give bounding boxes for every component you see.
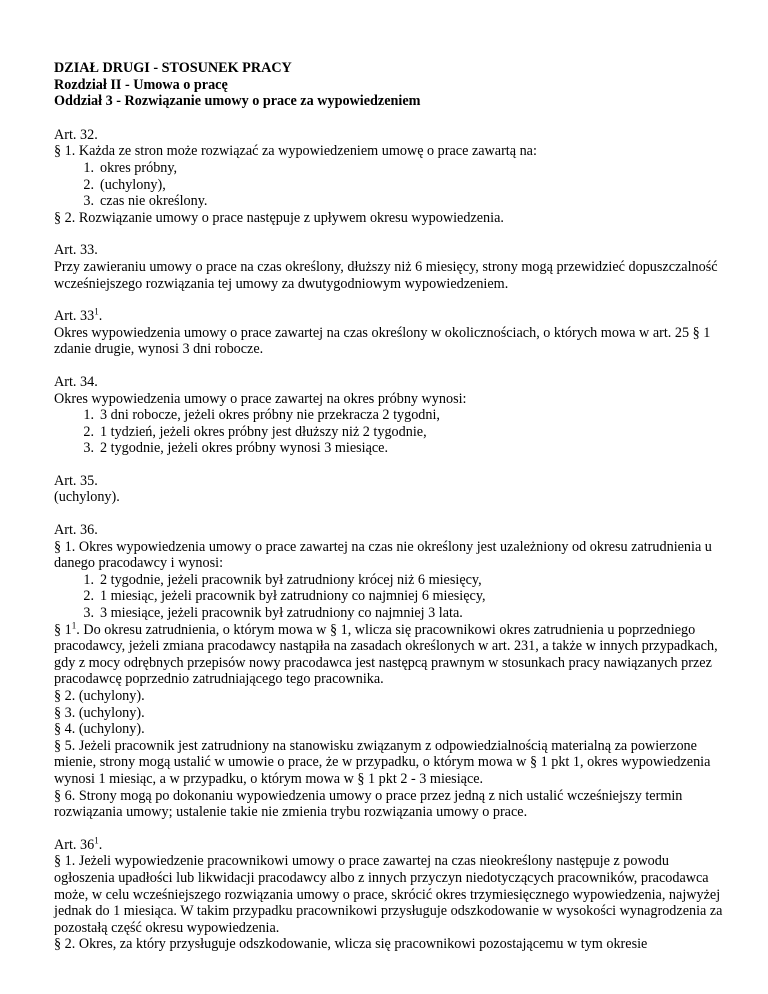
paragraph: Okres wypowiedzenia umowy o prace zawartej na okres próbny wynosi: xyxy=(54,390,467,407)
paragraph: § 2. Okres, za który przysługuje odszkodowanie, wlicza się pracownikowi pozostającemu w tym okresie xyxy=(54,936,648,953)
article-title: Art. 35. xyxy=(54,472,98,489)
article-title: Art. 32. xyxy=(54,126,98,143)
chapter-heading: Rozdział II - Umowa o pracę xyxy=(54,76,228,93)
paragraph: § 6. Strony mogą po dokonaniu wypowiedzenia umowy o prace przez jedną z nich ustalić wcześniejszy termin rozwiązania umowy; ustalenie takie nie zmienia trybu rozwiązania umowy o prace. xyxy=(54,787,683,821)
article-title: Art. $36^1$. xyxy=(54,835,103,853)
paragraph: § 4. (uchylony). xyxy=(54,721,145,738)
section-heading: Oddział 3 - Rozwiązanie umowy o prace za wypowiedzeniem xyxy=(54,93,421,110)
paragraph: § 1. Okres wypowiedzenia umowy o prace zawartej na czas nie określony jest uzależniony od okresu zatrudnienia u danego pracodawcy i wynosi: xyxy=(54,538,712,572)
article-36-1 xyxy=(54,837,728,953)
list-item: 2. 1 miesiąc, jeżeli pracownik był zatrudniony co najmniej 6 miesięcy, xyxy=(83,588,486,605)
numbered-list xyxy=(54,572,728,622)
article-32 xyxy=(54,127,728,227)
numbered-list xyxy=(54,160,728,210)
division-heading: DZIAŁ DRUGI - STOSUNEK PRACY xyxy=(54,60,292,76)
paragraph: Okres wypowiedzenia umowy o prace zawartej na czas określony w okolicznościach, o których mowa w art. 25 § 1 zdanie drugie, wynosi 3 dni robocze. xyxy=(54,324,711,358)
article-title: Art. 33. xyxy=(54,242,98,259)
list-item: 3. czas nie określony. xyxy=(83,193,208,210)
paragraph: Przy zawieraniu umowy o prace na czas określony, dłuższy niż 6 miesięcy, strony mogą przewidzieć dopuszczalność wcześniejszego rozwiązania tej umowy za dwutygodniowym wypowiedzeniem. xyxy=(54,258,718,292)
paragraph: (uchylony). xyxy=(54,489,120,506)
paragraph: § $1^1$. Do okresu zatrudnienia, o którym mowa w § 1, wlicza się pracownikowi okres zatrudnienia u poprzedniego pracodawcy, jeżeli zmiana pracodawcy nastąpiła na zasadach określonych w art. 231, a także w innych przypadkach, gdy z mocy odrębnych przepisów nowy pracodawca jest następcą prawnym w stosunkach pracy nawiązanych przez pracodawcę poprzednio zatrudniającego tego pracownika. xyxy=(54,619,718,688)
list-item: 1. 2 tygodnie, jeżeli pracownik był zatrudniony krócej niż 6 miesięcy, xyxy=(83,571,482,588)
list-item: 1. okres próbny, xyxy=(83,159,178,176)
article-34 xyxy=(54,374,728,457)
paragraph: § 2. Rozwiązanie umowy o prace następuje z upływem okresu wypowiedzenia. xyxy=(54,209,504,226)
paragraph: § 1. Każda ze stron może rozwiązać za wypowiedzeniem umowę o prace zawartą na: xyxy=(54,143,537,160)
article-33-1 xyxy=(54,308,728,358)
article-title: Art. $33^1$. xyxy=(54,306,103,325)
document-headings xyxy=(54,60,728,110)
paragraph: § 2. (uchylony). xyxy=(54,688,145,704)
article-35 xyxy=(54,473,728,506)
article-title: Art. 34. xyxy=(54,373,98,390)
list-item: 3. 3 miesiące, jeżeli pracownik był zatrudniony co najmniej 3 lata. xyxy=(83,605,463,622)
list-item: 2. (uchylony), xyxy=(83,176,166,193)
list-item: 1. 3 dni robocze, jeżeli okres próbny nie przekracza 2 tygodni, xyxy=(83,407,440,424)
numbered-list xyxy=(54,407,728,457)
list-item: 2. 1 tydzień, jeżeli okres próbny jest dłuższy niż 2 tygodnie, xyxy=(83,423,427,440)
paragraph: § 3. (uchylony). xyxy=(54,704,145,721)
list-item: 3. 2 tygodnie, jeżeli okres próbny wynosi 3 miesiące. xyxy=(83,440,389,457)
paragraph: § 1. Jeżeli wypowiedzenie pracownikowi umowy o prace zawartej na czas nieokreślony następuje z powodu ogłoszenia upadłości lub likwidacji pracodawcy albo z innych przyczyn niedotyczących pracowników, pracodawca może, w celu wcześniejszego rozwiązania umowy o prace, skrócić okres trzymiesięcznego wypowiedzenia, najwyżej jednak do 1 miesiąca. W takim przypadku pracownikowi przysługuje odszkodowanie w wysokości wynagrodzenia za pozostałą część okresu wypowiedzenia. xyxy=(54,853,723,936)
paragraph: § 5. Jeżeli pracownik jest zatrudniony na stanowisku związanym z odpowiedzialnością materialną za powierzone mienie, strony mogą ustalić w umowie o prace, że w przypadku, o którym mowa w § 1 pkt 1, okres wypowiedzenia wynosi 1 miesiąc, a w przypadku, o którym mowa w § 1 pkt 2 - 3 miesiące. xyxy=(54,737,711,787)
article-36 xyxy=(54,522,728,821)
article-title: Art. 36. xyxy=(54,522,98,539)
article-33 xyxy=(54,242,728,292)
